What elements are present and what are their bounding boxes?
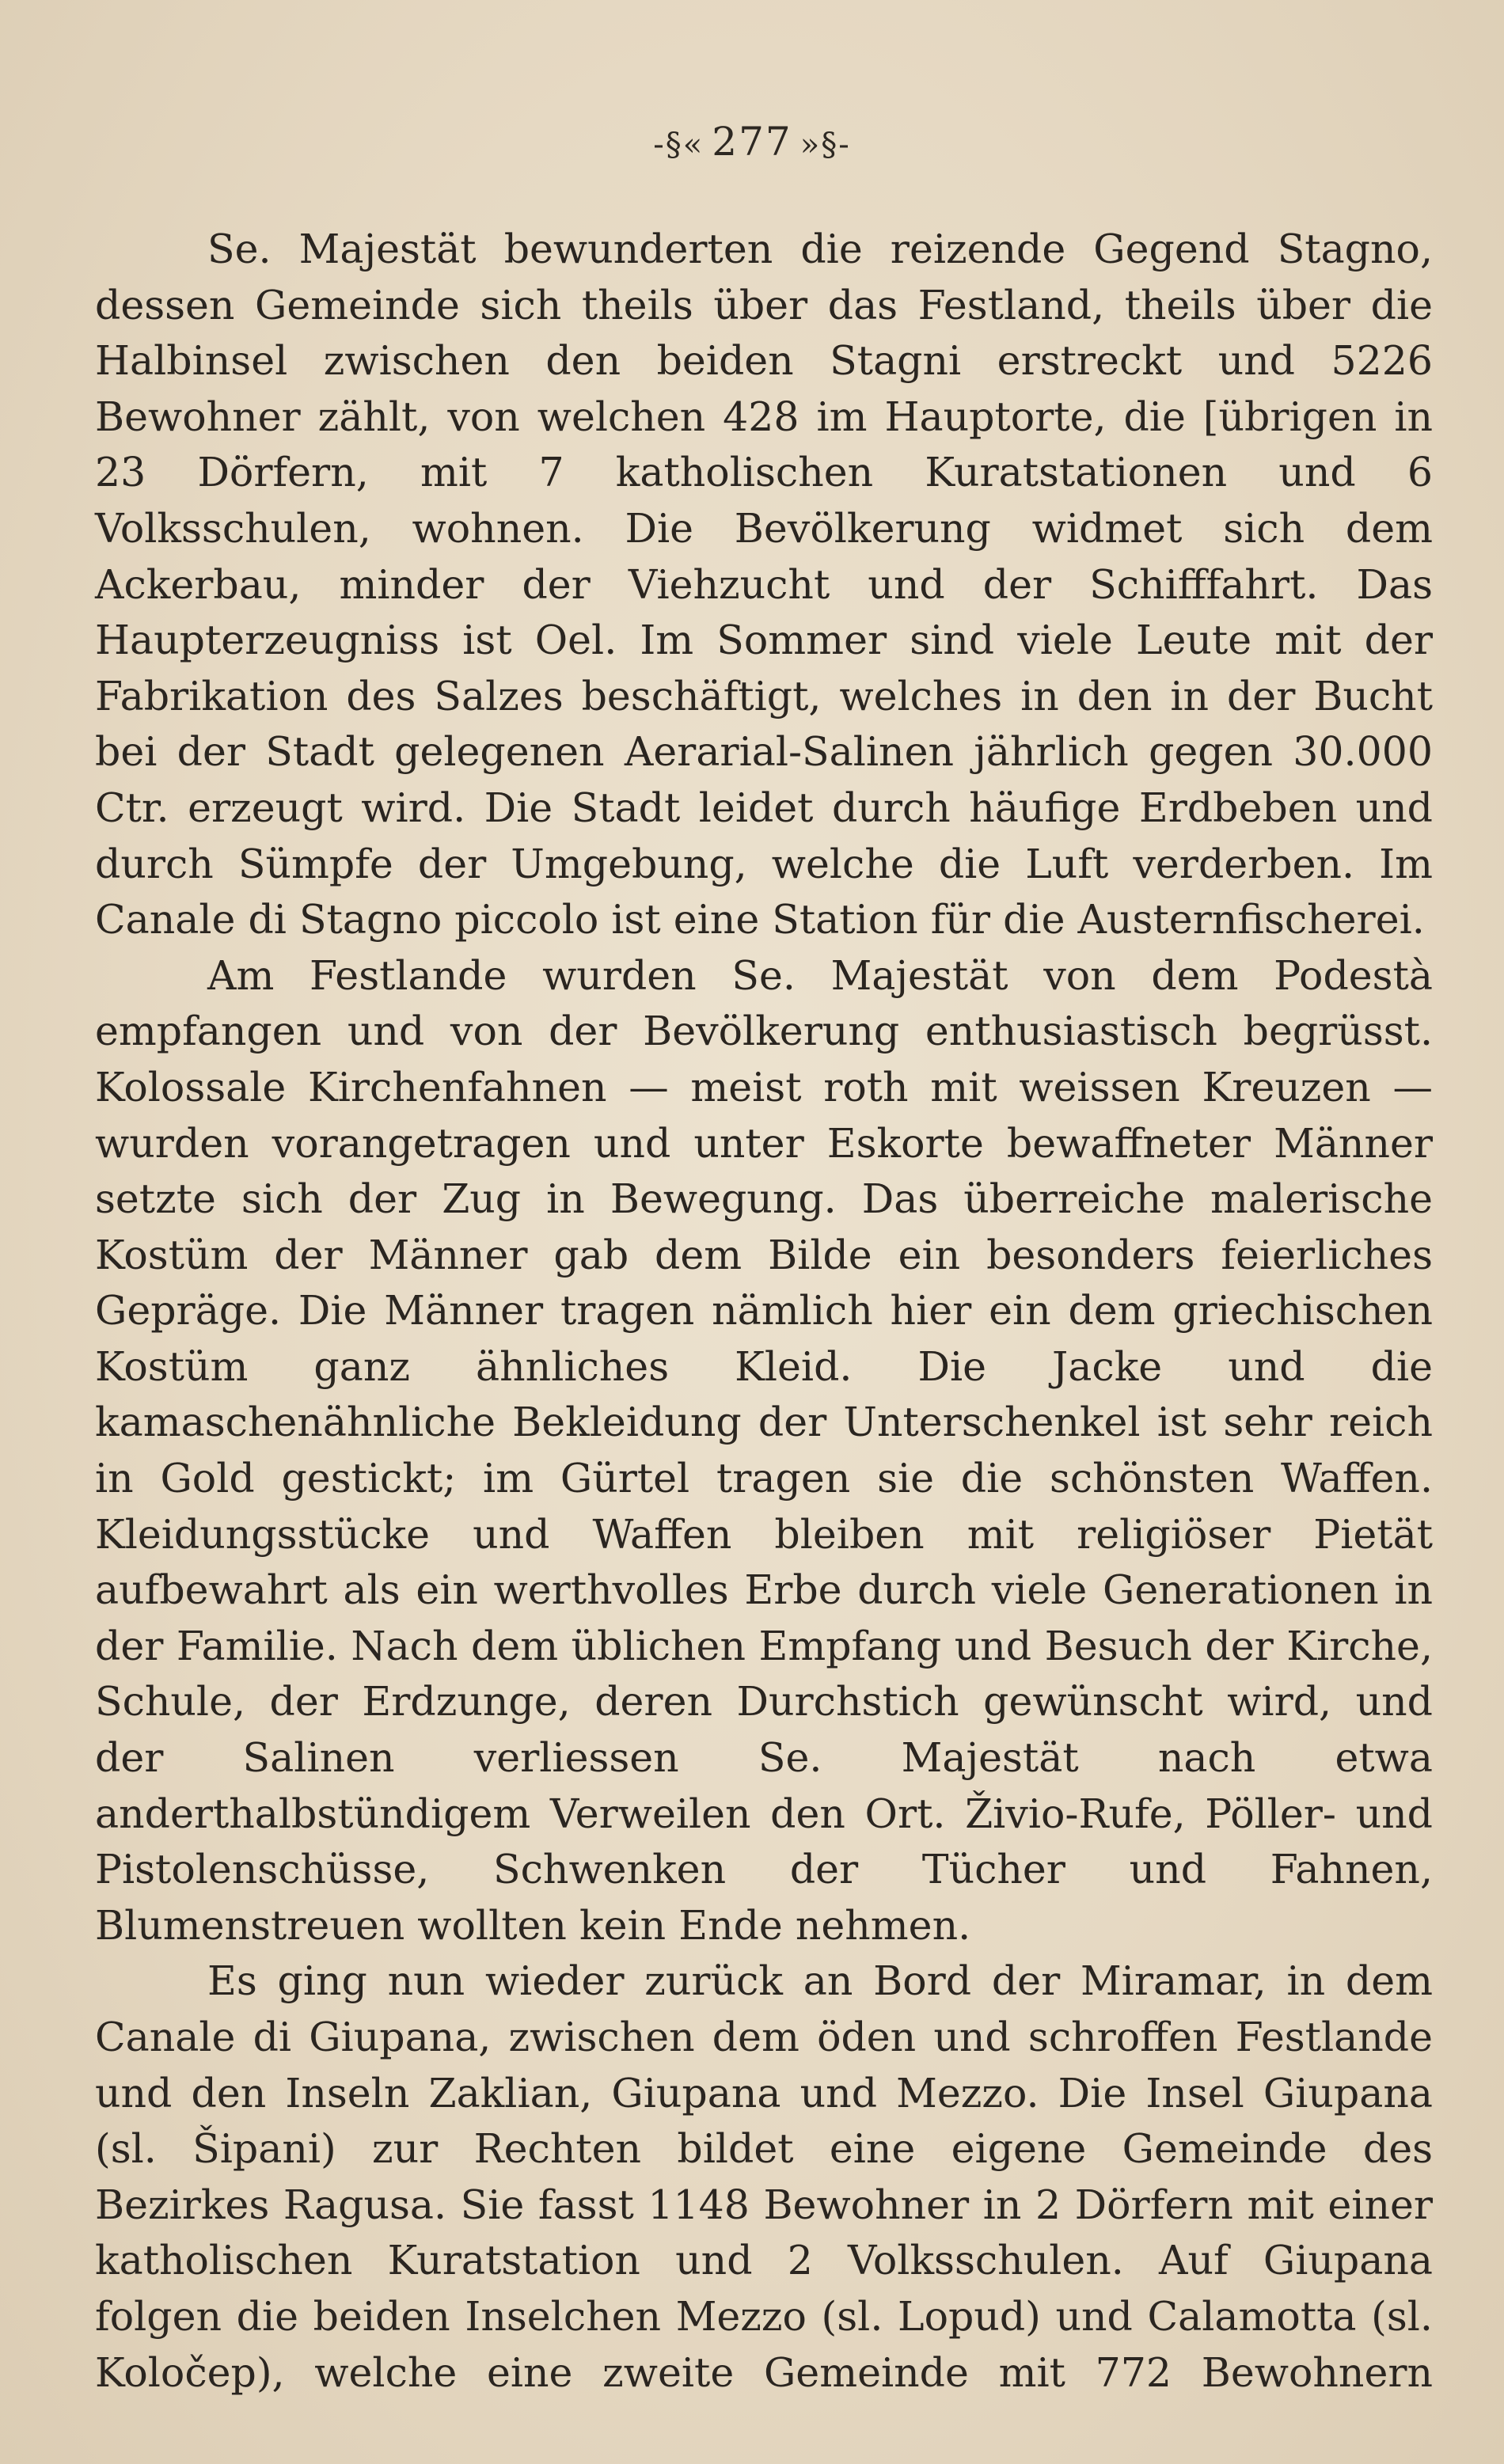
ornament-right: »§- — [799, 127, 851, 163]
body-text — [95, 222, 1433, 2401]
ornament-left: -§« — [653, 127, 705, 163]
paragraph: Se. Majestät bewunderten die reizende Gegend Stagno, dessen Gemeinde sich theils über das Festland, theils über die Halbinsel zwischen den beiden Stagni erstreckt und 5226 Bewohner zählt, von welchen 428 im Hauptorte, die [übrigen in 23 Dörfern, mit 7 katholischen Kuratstationen und 6 Volksschulen, wohnen. Die Bevölkerung widmet sich dem Ackerbau, minder der Viehzucht und der Schifffahrt. Das Haupterzeugniss ist Oel. Im Sommer sind viele Leute mit der Fabrikation des Salzes beschäftigt, welches in den in der Bucht bei der Stadt gelegenen Aerarial-Salinen jährlich gegen 30.000 Ctr. erzeugt wird. Die Stadt leidet durch häufige Erdbeben und durch Sümpfe der Umgebung, welche die Luft verderben. Im Canale di Stagno piccolo ist eine Station für die Austernfischerei. — [95, 226, 1433, 943]
page-number: 277 — [712, 119, 792, 165]
paragraph: Am Festlande wurden Se. Majestät von dem Podestà empfangen und von der Bevölkerung enthusiastisch begrüsst. Kolossale Kirchenfahnen — meist roth mit weissen Kreuzen — wurden vorangetragen und unter Eskorte bewaffneter Männer setzte sich der Zug in Bewegung. Das überreiche malerische Kostüm der Männer gab dem Bilde ein besonders feierliches Gepräge. Die Männer tragen nämlich hier ein dem griechischen Kostüm ganz ähnliches Kleid. Die Jacke und die kamaschenähnliche Bekleidung der Unterschenkel ist sehr reich in Gold gestickt; im Gürtel tragen sie die schönsten Waffen. Kleidungsstücke und Waffen bleiben mit religiöser Pietät aufbewahrt als ein werthvolles Erbe durch viele Generationen in der Familie. Nach dem üblichen Empfang und Besuch der Kirche, Schule, der Erdzunge, deren Durchstich gewünscht wird, und der Salinen verliessen Se. Majestät nach etwa anderthalbstündigem Verweilen den Ort. Živio-Rufe, Pöller- und Pistolenschüsse, Schwenken der Tücher und Fahnen, Blumenstreuen wollten kein Ende nehmen. — [95, 951, 1433, 1949]
page-header — [0, 119, 1504, 165]
paragraph: Es ging nun wieder zurück an Bord der Miramar, in dem Canale di Giupana, zwischen dem öden und schroffen Festlande und den Inseln Zaklian, Giupana und Mezzo. Die Insel Giupana (sl. Šipani) zur Rechten bildet eine eigene Gemeinde des Bezirkes Ragusa. Sie fasst 1148 Bewohner in 2 Dörfern mit einer katholischen Kuratstation und 2 Volksschulen. Auf Giupana folgen die beiden Inselchen Mezzo (sl. Lopud) und Calamotta (sl. Koločep), welche eine zweite Gemeinde mit 772 Bewohnern — [95, 1957, 1433, 2396]
